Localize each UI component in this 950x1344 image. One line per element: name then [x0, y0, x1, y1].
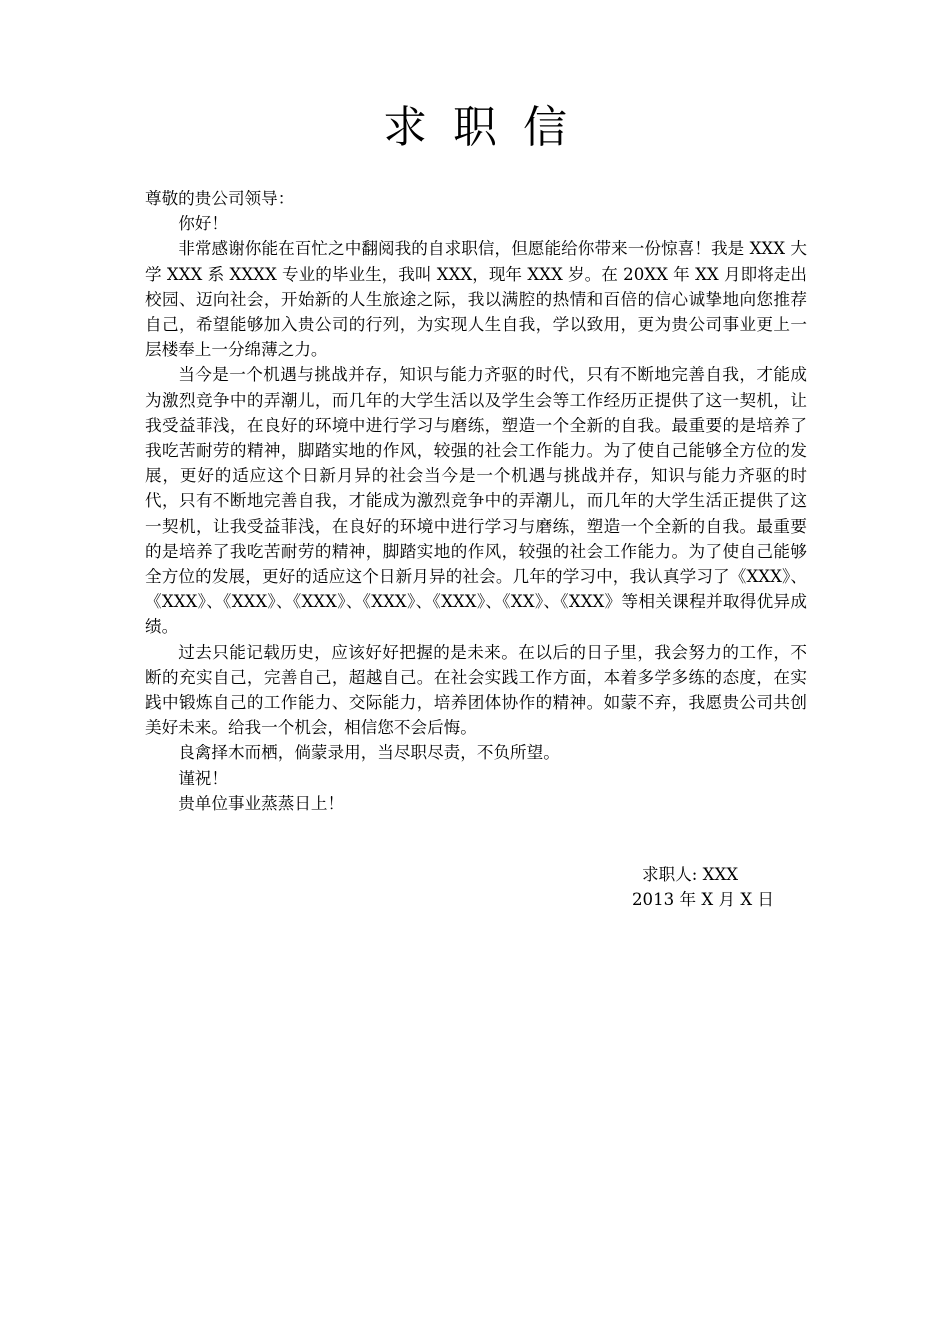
- signature-name: 求职人: XXX: [642, 865, 739, 884]
- greeting: 你好！: [178, 214, 228, 234]
- letter-body: [145, 186, 807, 816]
- signature-date: 2013 年 X 月 X 日: [632, 890, 775, 909]
- closing-wish: 谨祝！: [178, 768, 228, 788]
- letter-title: 求职信: [383, 102, 593, 153]
- paragraph-experience: 当今是一个机遇与挑战并存，知识与能力齐驱的时代，只有不断地完善自我，才能成为激烈竞争中的弄潮儿，而几年的大学生活以及学生会等工作经历正提供了这一契机，让我受益菲浅，在良好的环境中进行学习与磨练，塑造一个全新的自我。最重要的是培养了我吃苦耐劳的精神，脚踏实地的作风，较强的社会工作能力。为了使自己能够全方位的发展，更好的适应这个日新月异的社会当今是一个机遇与挑战并存，知识与能力齐驱的时代，只有不断地完善自我，才能成为激烈竞争中的弄潮儿，而几年的大学生活正提供了这一契机，让我受益菲浅，在良好的环境中进行学习与磨练，塑造一个全新的自我。最重要的是培养了我吃苦耐劳的精神，脚踏实地的作风，较强的社会工作能力。为了使自己能够全方位的发展，更好的适应这个日新月异的社会。几年的学习中，我认真学习了《XXX》、《XXX》、《XXX》、《XXX》、《XXX》、《XXX》、《XX》、《XXX》等相关课程并取得优异成绩。: [145, 365, 807, 637]
- paragraph-intro: 非常感谢你能在百忙之中翻阅我的自求职信，但愿能给你带来一份惊喜！我是 XXX 大学 XXX 系 XXXX 专业的毕业生，我叫 XXX，现年 XXX 岁。在 20XX 年 XX 月即将走出校园、迈向社会，开始新的人生旅途之际，我以满腔的热情和百倍的信心诚挚地向您推荐自己，希望能够加入贵公司的行列，为实现人生自我，学以致用，更为贵公司事业更上一层楼奉上一分绵薄之力。: [145, 239, 807, 360]
- closing-blessing: 贵单位事业蒸蒸日上！: [178, 793, 345, 813]
- salutation: 尊敬的贵公司领导：: [145, 189, 295, 208]
- paragraph-commitment: 良禽择木而栖，倘蒙录用，当尽职尽责，不负所望。: [178, 743, 560, 763]
- paragraph-future: 过去只能记载历史，应该好好把握的是未来。在以后的日子里，我会努力的工作，不断的充实自己，完善自己，超越自己。在社会实践工作方面，本着多学多练的态度，在实践中锻炼自己的工作能力、交际能力，培养团体协作的精神。如蒙不弃，我愿贵公司共创美好未来。给我一个机会，相信您不会后悔。: [145, 642, 807, 738]
